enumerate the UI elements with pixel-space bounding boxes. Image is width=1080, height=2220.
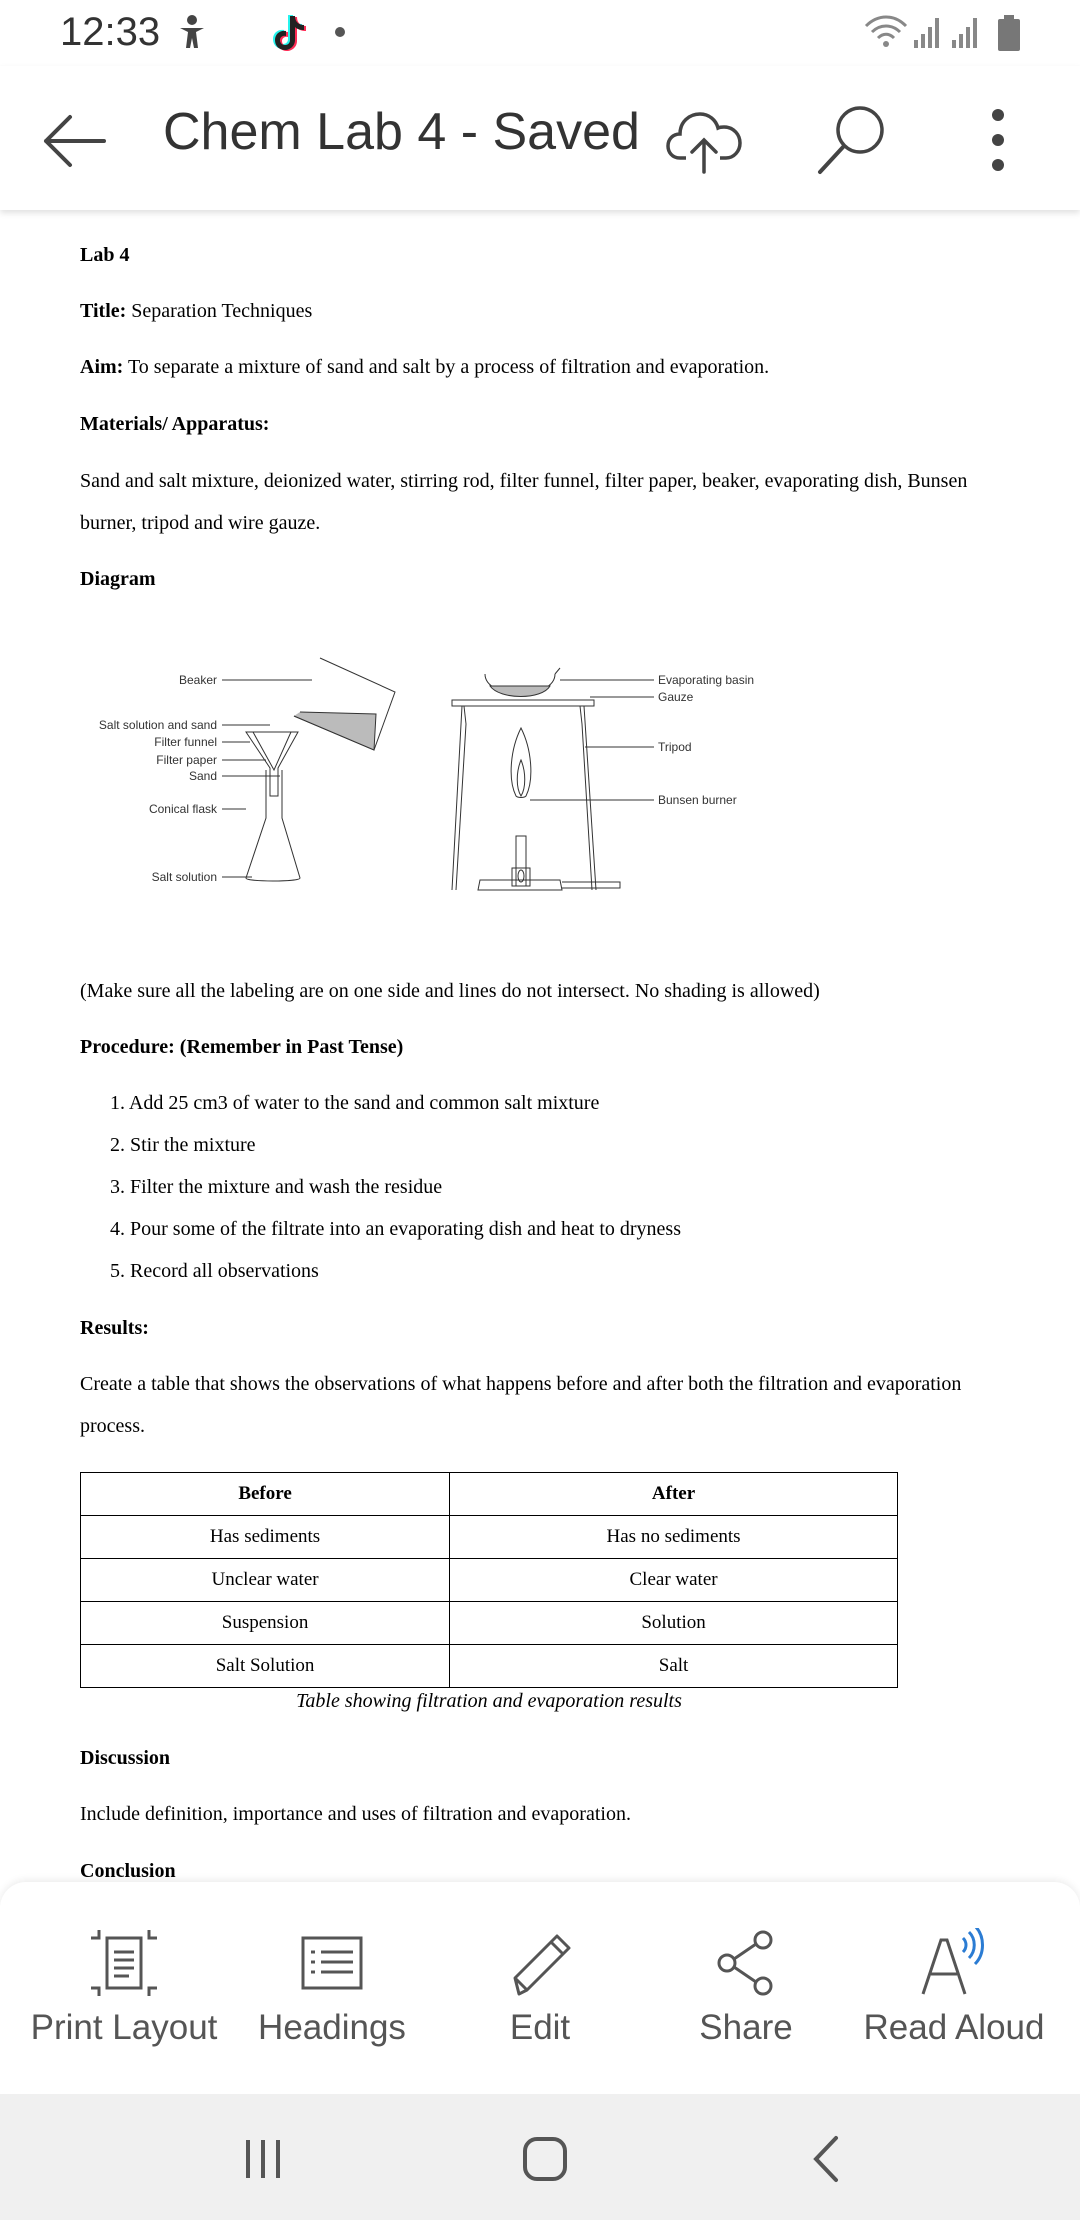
table-cell: Has no sediments (450, 1516, 898, 1559)
label-salt-solution: Salt solution (151, 870, 217, 884)
print-layout-label: Print Layout (30, 2008, 218, 2047)
procedure-step: 5. Record all observations (110, 1260, 319, 1282)
discussion-text: Include definition, importance and uses of filtration and evaporation. (80, 1803, 631, 1825)
accessibility-icon (176, 14, 208, 50)
results-heading: Results: (80, 1317, 149, 1339)
document-title: Chem Lab 4 - Saved (163, 103, 640, 161)
dot-icon (334, 26, 346, 38)
share-button[interactable] (646, 1882, 846, 2094)
read-aloud-label: Read Aloud (863, 2008, 1045, 2047)
procedure-step: 2. Stir the mixture (110, 1134, 256, 1156)
read-aloud-icon (919, 1928, 989, 1998)
label-sand: Sand (188, 769, 217, 783)
share-icon (711, 1928, 781, 1998)
table-cell: Salt Solution (81, 1645, 450, 1688)
edit-label: Edit (509, 2008, 571, 2047)
table-header: Before (81, 1473, 450, 1516)
diagram-note: (Make sure all the labeling are on one side and lines do not intersect. No shading is allowed) (80, 980, 820, 1002)
status-time: 12:33 (60, 10, 161, 54)
back-arrow-icon[interactable] (40, 106, 110, 176)
results-line-2: process. (80, 1415, 145, 1437)
title-line (80, 300, 312, 323)
filtration-evaporation-diagram (80, 620, 780, 920)
label-filter-funnel: Filter funnel (154, 735, 217, 749)
conclusion-heading: Conclusion (80, 1860, 176, 1882)
read-aloud-button[interactable] (854, 1882, 1054, 2094)
table-cell: Clear water (450, 1559, 898, 1602)
wifi-icon (864, 14, 908, 50)
label-gauze: Gauze (658, 690, 694, 704)
title-label: Title: (80, 300, 127, 322)
aim-label: Aim: (80, 356, 124, 378)
table-row (81, 1602, 898, 1645)
results-line-1: Create a table that shows the observations of what happens before and after both the filtration and evaporation (80, 1373, 962, 1395)
label-bunsen-burner: Bunsen burner (658, 793, 737, 807)
label-salt-solution-sand: Salt solution and sand (98, 718, 217, 732)
lab-number: Lab 4 (80, 244, 130, 266)
label-evaporating-basin: Evaporating basin (658, 673, 755, 687)
recents-icon[interactable] (228, 2124, 298, 2194)
print-layout-icon (89, 1928, 159, 1998)
diagram-heading: Diagram (80, 568, 156, 590)
more-vert-icon[interactable] (958, 100, 1038, 180)
signal-icon (912, 14, 940, 50)
signal-icon (950, 14, 978, 50)
label-beaker: Beaker (178, 673, 217, 687)
headings-icon (297, 1928, 367, 1998)
aim-line (80, 356, 769, 379)
table-cell: Salt (450, 1645, 898, 1688)
bottom-toolbar (0, 1882, 1080, 2094)
headings-label: Headings (258, 2008, 406, 2047)
system-nav-bar (0, 2094, 1080, 2220)
table-row (81, 1645, 898, 1688)
procedure-step: 3. Filter the mixture and wash the residue (110, 1176, 443, 1198)
title-value: Separation Techniques (126, 300, 313, 322)
table-row (81, 1559, 898, 1602)
table-caption: Table showing filtration and evaporation results (296, 1690, 682, 1712)
share-label: Share (699, 2008, 793, 2047)
table-row (81, 1516, 898, 1559)
label-conical-flask: Conical flask (148, 802, 217, 816)
back-icon[interactable] (792, 2124, 862, 2194)
procedure-step: 1. Add 25 cm3 of water to the sand and common salt mixture (110, 1092, 600, 1114)
discussion-heading: Discussion (80, 1747, 171, 1769)
print-layout-button[interactable] (24, 1882, 224, 2094)
table-header: After (450, 1473, 898, 1516)
procedure-step: 4. Pour some of the filtrate into an evaporating dish and heat to dryness (110, 1218, 681, 1240)
cloud-upload-icon[interactable] (664, 100, 744, 180)
table-cell: Unclear water (81, 1559, 450, 1602)
status-bar (0, 0, 1080, 66)
results-table (80, 1472, 898, 1688)
table-cell: Suspension (81, 1602, 450, 1645)
materials-line-1: Sand and salt mixture, deionized water, stirring rod, filter funnel, filter paper, beaker, evaporating dish, Bunsen (80, 470, 968, 492)
aim-value: To separate a mixture of sand and salt by a process of filtration and evaporation. (123, 356, 770, 378)
label-filter-paper: Filter paper (156, 753, 217, 767)
label-tripod: Tripod (658, 740, 692, 754)
table-cell: Has sediments (81, 1516, 450, 1559)
home-icon[interactable] (510, 2124, 580, 2194)
procedure-heading: Procedure: (Remember in Past Tense) (80, 1036, 404, 1058)
headings-button[interactable] (232, 1882, 432, 2094)
battery-icon (996, 14, 1022, 52)
materials-line-2: burner, tripod and wire gauze. (80, 512, 321, 534)
pencil-icon (505, 1928, 575, 1998)
tiktok-icon (272, 14, 306, 52)
materials-heading: Materials/ Apparatus: (80, 413, 270, 435)
table-cell: Solution (450, 1602, 898, 1645)
table-header-row (81, 1473, 898, 1516)
edit-button[interactable] (440, 1882, 640, 2094)
app-bar (0, 66, 1080, 210)
search-icon[interactable] (812, 100, 892, 180)
